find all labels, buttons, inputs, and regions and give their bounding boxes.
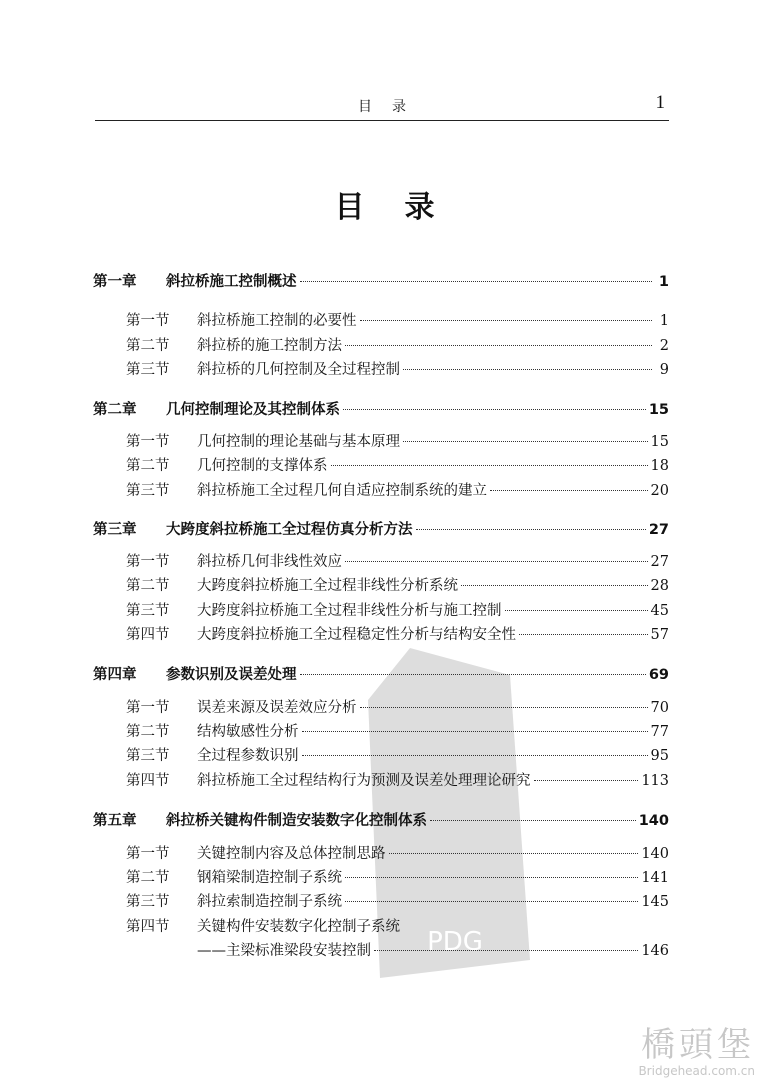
toc-section-title: 大跨度斜拉桥施工全过程非线性分析与施工控制 [197,603,502,619]
toc-section-row[interactable] [93,890,669,914]
toc-page-number: 9 [659,362,669,378]
toc-chapter-title: 大跨度斜拉桥施工全过程仿真分析方法 [166,522,413,538]
page-title: 目录 [334,190,475,225]
toc-page-number: 1 [659,313,669,329]
toc-dot-leader [389,853,639,854]
toc-section-number: 第一节 [126,846,170,862]
toc-section-title: 斜拉桥的施工控制方法 [197,338,342,354]
toc-dot-leader [374,950,638,951]
toc-section-row[interactable] [93,479,669,503]
toc-section-row[interactable] [93,599,669,623]
toc-section-title: 斜拉桥的几何控制及全过程控制 [197,362,400,378]
toc-cont-title: ——主梁标准梁段安装控制 [197,943,371,959]
toc-page-number: 77 [650,724,669,740]
site-watermark [638,1017,755,1078]
toc-page-number: 18 [650,458,669,474]
toc-page-number: 1 [658,274,669,290]
toc-dot-leader [331,465,648,466]
toc-dot-leader [345,901,638,902]
toc-section-row[interactable] [93,915,669,939]
toc-page-number: 2 [659,338,669,354]
toc-section-title: 几何控制的支撑体系 [197,458,328,474]
toc-section-title: 斜拉桥施工控制的必要性 [197,313,357,329]
toc-section-number: 第一节 [126,313,170,329]
toc-section-number: 第三节 [126,894,170,910]
toc-chapter-row[interactable] [93,270,669,294]
toc-page-number: 140 [641,846,669,862]
toc-chapter-title: 斜拉桥施工控制概述 [166,274,297,290]
toc-dot-leader [300,674,646,675]
toc-page-number: 20 [650,483,669,499]
toc-chapter-number: 第四章 [93,667,137,683]
toc-chapter-title: 几何控制理论及其控制体系 [166,402,340,418]
toc-page-number: 15 [648,402,669,418]
toc-dot-leader [345,877,638,878]
toc-page-number: 15 [650,434,669,450]
toc-section-title: 关键构件安装数字化控制子系统 [197,919,400,935]
toc-page-number: 140 [638,813,669,829]
toc-chapter-number: 第五章 [93,813,137,829]
toc-section-number: 第三节 [126,603,170,619]
toc-section-row[interactable] [93,430,669,454]
toc-chapter-title: 斜拉桥关键构件制造安装数字化控制体系 [166,813,427,829]
toc-chapter-row[interactable] [93,518,669,542]
toc-page-number: 57 [650,627,669,643]
toc-page-number: 113 [641,773,669,789]
toc-section-number: 第三节 [126,483,170,499]
toc-section-row[interactable] [93,720,669,744]
toc-section-number: 第一节 [126,700,170,716]
toc-section-row[interactable] [93,623,669,647]
toc-section-title: 斜拉索制造控制子系统 [197,894,342,910]
toc-dot-leader [302,755,648,756]
toc-chapter-title: 参数识别及误差处理 [166,667,297,683]
toc-section-title: 几何控制的理论基础与基本原理 [197,434,400,450]
toc-page-number: 27 [650,554,669,570]
toc-section-row[interactable] [93,454,669,478]
toc-section-row[interactable] [93,309,669,333]
toc-dot-leader [360,707,648,708]
toc-section-title: 全过程参数识别 [197,748,299,764]
site-watermark-url: Bridgehead.com.cn [638,1064,755,1078]
toc-dot-leader [416,529,646,530]
toc-page-number: 27 [648,522,669,538]
toc-page-number: 146 [641,943,669,959]
toc-section-title: 钢箱梁制造控制子系统 [197,870,342,886]
toc-dot-leader [360,320,653,321]
toc-dot-leader [302,731,648,732]
toc-dot-leader [300,281,653,282]
toc-section-row[interactable] [93,866,669,890]
toc-section-number: 第二节 [126,578,170,594]
toc-dot-leader [345,345,652,346]
toc-section-number: 第二节 [126,338,170,354]
toc-section-title: 误差来源及误差效应分析 [197,700,357,716]
toc-chapter-row[interactable] [93,663,669,687]
toc-cont-row[interactable] [93,939,669,963]
toc-dot-leader [345,561,648,562]
toc-page-number: 145 [641,894,669,910]
toc-section-number: 第二节 [126,724,170,740]
toc-section-row[interactable] [93,744,669,768]
toc-dot-leader [343,409,646,410]
toc-page-number: 95 [650,748,669,764]
toc-dot-leader [430,820,636,821]
toc-page-number: 69 [648,667,669,683]
running-head [95,92,669,121]
toc-section-row[interactable] [93,550,669,574]
toc-dot-leader [519,634,648,635]
toc-page-number: 141 [641,870,669,886]
toc-chapter-row[interactable] [93,398,669,422]
toc-page-number: 45 [650,603,669,619]
running-head-page-number: 1 [655,92,665,113]
toc-section-row[interactable] [93,842,669,866]
toc-section-row[interactable] [93,696,669,720]
toc-section-number: 第四节 [126,919,170,935]
toc-section-title: 大跨度斜拉桥施工全过程非线性分析系统 [197,578,458,594]
toc-page-number: 70 [650,700,669,716]
toc-section-number: 第四节 [126,773,170,789]
toc-section-title: 斜拉桥施工全过程几何自适应控制系统的建立 [197,483,487,499]
toc-section-title: 结构敏感性分析 [197,724,299,740]
toc-chapter-row[interactable] [93,809,669,833]
stamp-label: PDG [427,927,483,957]
toc-section-title: 斜拉桥施工全过程结构行为预测及误差处理理论研究 [197,773,531,789]
toc-section-title: 大跨度斜拉桥施工全过程稳定性分析与结构安全性 [197,627,516,643]
toc-section-row[interactable] [93,574,669,598]
toc-section-number: 第三节 [126,748,170,764]
toc-section-number: 第二节 [126,870,170,886]
toc-section-row[interactable] [93,769,669,793]
toc-section-title: 关键控制内容及总体控制思路 [197,846,386,862]
toc-dot-leader [403,369,652,370]
toc-section-number: 第四节 [126,627,170,643]
toc-dot-leader [490,490,648,491]
toc-dot-leader [534,780,639,781]
toc-chapter-number: 第一章 [93,274,137,290]
toc-section-number: 第一节 [126,554,170,570]
toc-dot-leader [505,610,648,611]
toc-section-row[interactable] [93,358,669,382]
toc-page-number: 28 [650,578,669,594]
toc-dot-leader [461,585,648,586]
toc-dot-leader [403,441,648,442]
toc-section-number: 第一节 [126,434,170,450]
toc-chapter-number: 第二章 [93,402,137,418]
running-head-title: 目录 [358,99,426,115]
toc-section-number: 第三节 [126,362,170,378]
toc-section-title: 斜拉桥几何非线性效应 [197,554,342,570]
toc-section-row[interactable] [93,334,669,358]
toc-chapter-number: 第三章 [93,522,137,538]
site-watermark-logo: 橋頭堡 [641,1025,755,1065]
toc-section-number: 第二节 [126,458,170,474]
